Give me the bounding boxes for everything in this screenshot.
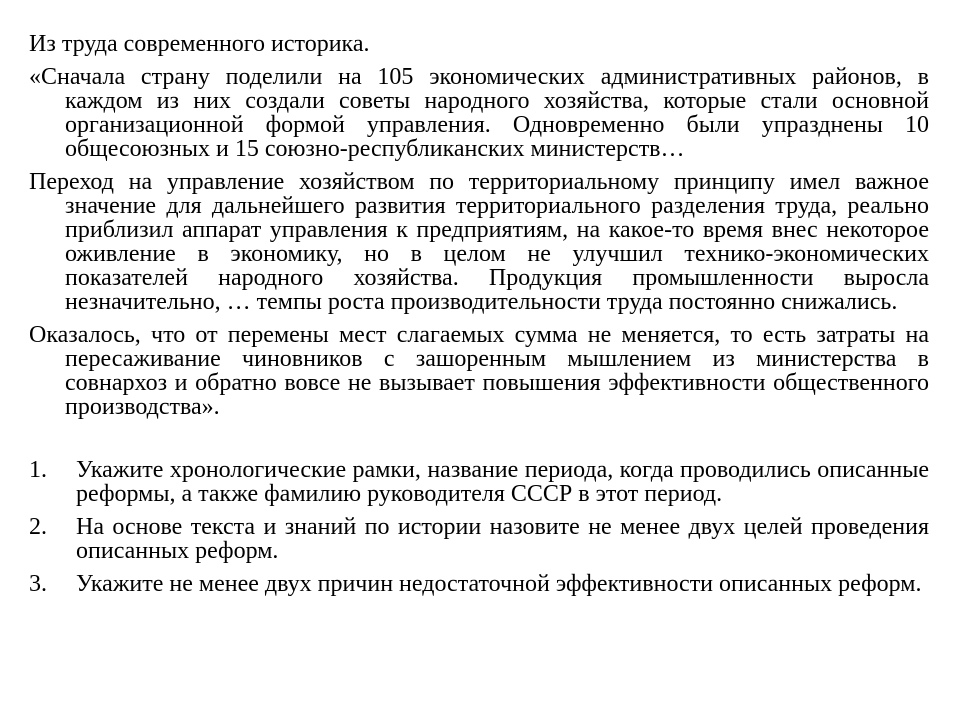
question-number: 3.	[29, 571, 47, 597]
question-text: Укажите хронологические рамки, название периода, когда проводились описанные реформы, а также фамилию руководителя СССР в этот период.	[76, 457, 929, 507]
slide-content	[29, 32, 929, 605]
question-item-1	[29, 458, 929, 506]
question-text: Укажите не менее двух причин недостаточной эффективности описанных реформ.	[76, 571, 922, 597]
source-heading: Из труда современного историка.	[29, 31, 370, 57]
source-paragraph-1: «Сначала страну поделили на 105 экономических административных районов, в каждом из них создали советы народного хозяйства, которые стали основной организационной формой управления. Одновременно были упразднены 10 общесоюзных и 15 союзно-республиканских министерств…	[29, 64, 929, 162]
question-number: 2.	[29, 514, 47, 540]
source-paragraph-2: Переход на управление хозяйством по территориальному принципу имел важное значение для дальнейшего развития территориального разделения труда, реально приблизил аппарат управления к предприятиям, на какое-то время внес некоторое оживление в экономику, но в целом не улучшил технико-экономических показателей народного хозяйства. Продукция промышленности выросла незначительно, … темпы роста производительности труда постоянно снижались.	[29, 169, 929, 315]
question-item-2	[29, 515, 929, 563]
question-list	[29, 458, 929, 596]
question-text: На основе текста и знаний по истории назовите не менее двух целей проведения описанных реформ.	[76, 514, 929, 564]
question-number: 1.	[29, 457, 47, 483]
question-item-3	[29, 572, 929, 596]
source-paragraph-3: Оказалось, что от перемены мест слагаемых сумма не меняется, то есть затраты на пересаживание чиновников с зашоренным мышлением из министерства в совнархоз и обратно вовсе не вызывает повышения эффективности общественного производства».	[29, 322, 929, 420]
